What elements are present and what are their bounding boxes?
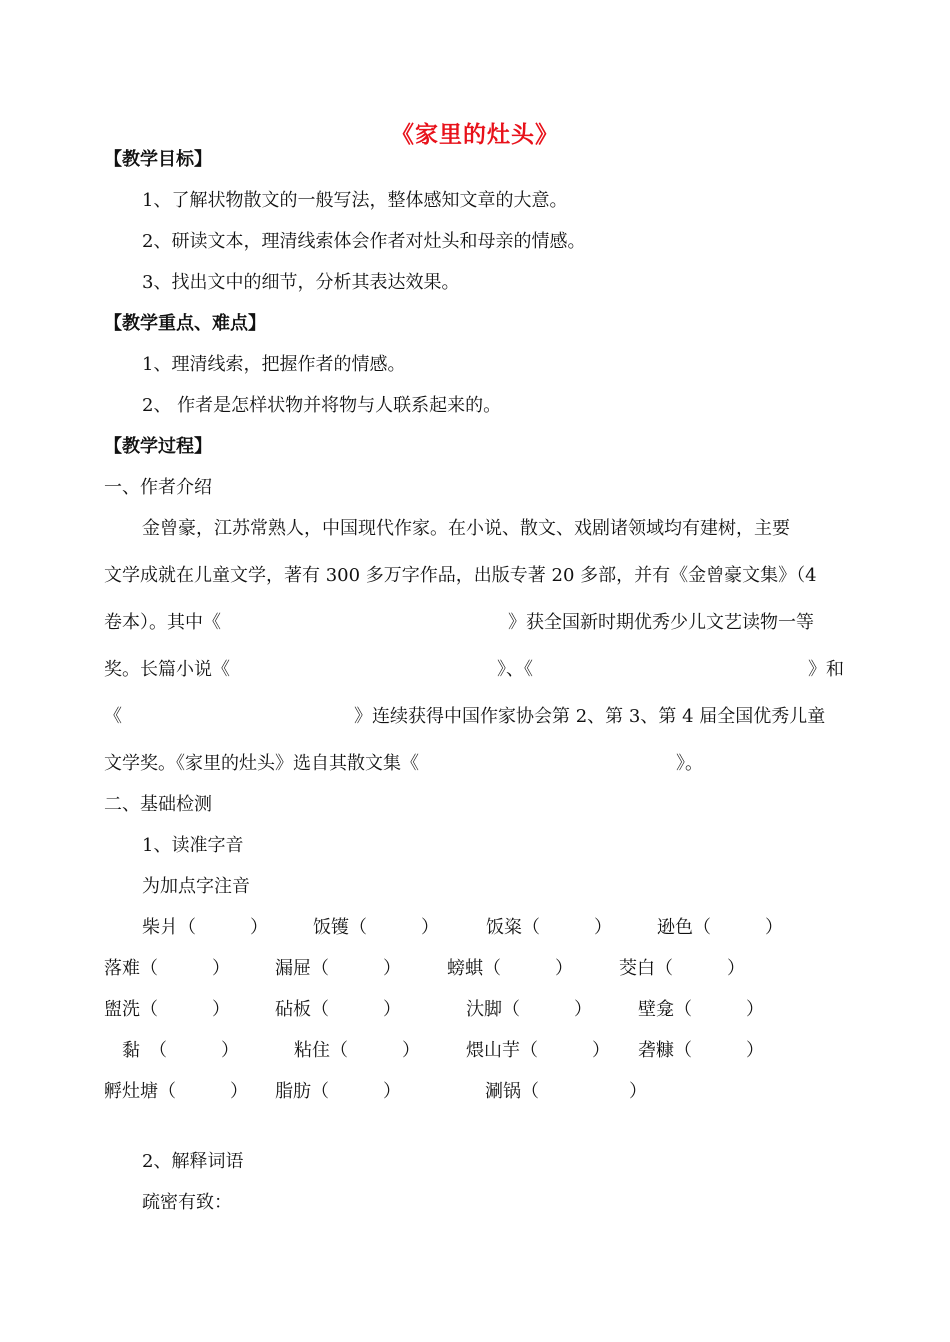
pinyin-item: 砧板（ ） (275, 999, 401, 1020)
pinyin-item: 黏 （ ） (122, 1040, 239, 1061)
author-heading: 一、作者介绍 (104, 477, 212, 498)
pinyin-item: 粘住（ ） (294, 1040, 420, 1061)
goals-heading: 【教学目标】 (104, 149, 212, 170)
goal-item: 2、研读文本，理清线索体会作者对灶头和母亲的情感。 (142, 231, 586, 252)
basics-heading: 二、基础检测 (104, 794, 212, 815)
pinyin-item: 孵灶塘（ ） (104, 1081, 248, 1102)
key-point-item: 2、 作者是怎样状物并将物与人联系起来的。 (142, 395, 502, 416)
goal-item: 3、找出文中的细节，分析其表达效果。 (142, 272, 460, 293)
pinyin-item: 壁龛（ ） (638, 999, 764, 1020)
author-line6-end: 》。 (676, 753, 703, 774)
author-line3-start: 卷本）。其中《 (104, 612, 221, 633)
author-line4-start: 奖。长篇小说《 (104, 659, 230, 680)
basics-sub1-note: 为加点字注音 (142, 876, 250, 897)
pinyin-item: 饭粢（ ） (486, 917, 612, 938)
author-line6-start: 文学奖。《家里的灶头》选自其散文集《 (104, 753, 419, 774)
pinyin-item: 脂肪（ ） (275, 1081, 401, 1102)
pinyin-item: 涮锅（ ） (485, 1081, 647, 1102)
pinyin-item: 柴爿（ ） (142, 917, 268, 938)
term-definition: 疏密有致： (142, 1192, 232, 1213)
pinyin-item: 茭白（ ） (619, 958, 745, 979)
author-line3-end: 》获全国新时期优秀少儿文艺读物一等 (508, 612, 814, 633)
pinyin-item: 砻糠（ ） (638, 1040, 764, 1061)
page-title: 《家里的灶头》 (391, 121, 559, 148)
pinyin-item: 漏屉（ ） (275, 958, 401, 979)
basics-sub1: 1、读准字音 (142, 835, 244, 856)
process-heading: 【教学过程】 (104, 436, 212, 457)
author-paragraph-line: 金曾豪，江苏常熟人，中国现代作家。在小说、散文、戏剧诸领域均有建树，主要 (142, 518, 790, 539)
key-point-item: 1、理清线索，把握作者的情感。 (142, 354, 406, 375)
pinyin-item: 饭镬（ ） (313, 917, 439, 938)
author-line5-end: 》连续获得中国作家协会第 2、第 3、第 4 届全国优秀儿童 (354, 706, 826, 727)
pinyin-item: 逊色（ ） (657, 917, 783, 938)
author-line5-start: 《 (104, 706, 122, 727)
pinyin-item: 煨山芋（ ） (466, 1040, 610, 1061)
author-line4-mid: 》、《 (497, 659, 533, 680)
author-paragraph-line: 文学成就在儿童文学，著有 300 多万字作品，出版专著 20 多部，并有《金曾豪文集》（4 (104, 565, 817, 586)
pinyin-item: 落难（ ） (104, 958, 230, 979)
basics-sub2: 2、解释词语 (142, 1151, 244, 1172)
goal-item: 1、了解状物散文的一般写法，整体感知文章的大意。 (142, 190, 568, 211)
pinyin-item: 螃蜞（ ） (447, 958, 573, 979)
pinyin-item: 汏脚（ ） (466, 999, 592, 1020)
pinyin-item: 盥洗（ ） (104, 999, 230, 1020)
key-points-heading: 【教学重点、难点】 (104, 313, 266, 334)
author-line4-end: 》和 (808, 659, 844, 680)
